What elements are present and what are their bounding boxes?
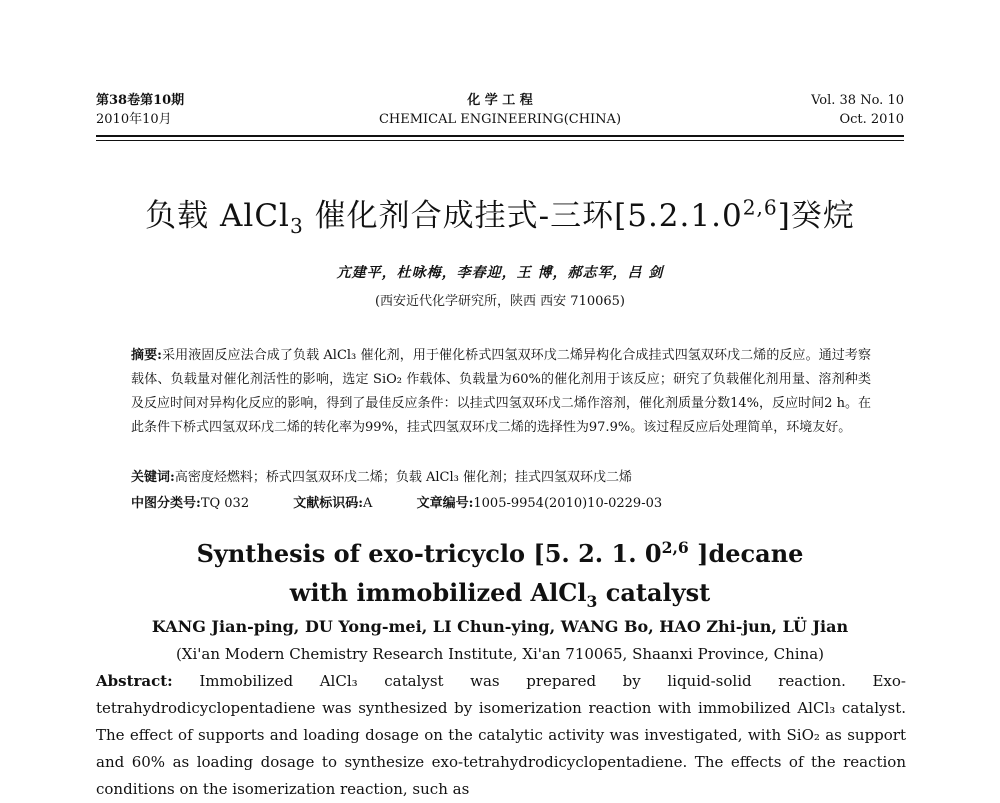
abstract-en-text: Immobilized AlCl₃ catalyst was prepared by liquid-solid reaction. Exo-tetrahydrodicyclopentadiene was synthesized by isomerization reaction with immobilized AlCl₃ catalyst. The effect of supports and loading dosage on the catalytic activity was investigated, with SiO₂ as support and 60% as loading dosage to synthesize exo-tetrahydrodicyclopentadiene. The effects of the reaction conditions on the isomerization reaction, such as (96, 672, 906, 798)
classification-line (131, 492, 702, 511)
clc-label: 中图分类号: (131, 496, 201, 511)
journal-cn: 化 学 工 程 (467, 93, 533, 108)
date-cn: 2010年10月 (96, 112, 172, 127)
article-no-label: 文章编号: (416, 496, 474, 511)
paper-title-en-line1: Synthesis of exo-tricyclo [5. 2. 1. 0$^{2,6}$ ]decane (196, 538, 804, 568)
journal-en: CHEMICAL ENGINEERING(CHINA) (378, 112, 622, 127)
header-right (811, 91, 904, 129)
abstract-cn (131, 344, 871, 440)
abstract-cn-text: 采用液固反应法合成了负载 AlCl₃ 催化剂，用于催化桥式四氢双环戊二烯异构化合成挂式四氢双环戊二烯的反应。通过考察载体、负载量对催化剂活性的影响，选定 SiO₂ 作载体、负载量为60%的催化剂用于该反应；研究了负载催化剂用量、溶剂种类及反应时间对异构化反应的影响，得到了最佳反应条件：以挂式四氢双环戊二烯作溶剂，催化剂质量分数14%，反应时间2 h。在此条件下桥式四氢双环戊二烯的转化率为99%，挂式四氢双环戊二烯的选择性为97.9%。该过程反应后处理简单，环境友好。 (131, 348, 871, 435)
abstract-en-label: Abstract: (96, 672, 173, 690)
header-center (96, 91, 904, 129)
volume-en: Vol. 38 No. 10 (811, 93, 904, 108)
keywords-text: 高密度烃燃料；桥式四氢双环戊二烯；负载 AlCl₃ 催化剂；挂式四氢双环戊二烯 (174, 470, 632, 485)
abstract-cn-label: 摘要: (131, 348, 162, 363)
journal-header (96, 91, 904, 133)
affiliation-en: (Xi'an Modern Chemistry Research Institute, Xi'an 710065, Shaanxi Province, China) (175, 645, 825, 663)
authors-cn: 亢建平，杜咏梅，李春迎，王 博，郝志军，吕 剑 (336, 265, 664, 281)
keywords-label: 关键词: (131, 470, 175, 485)
authors-en: KANG Jian-ping, DU Yong-mei, LI Chun-ying, WANG Bo, HAO Zhi-jun, LÜ Jian (151, 617, 849, 636)
abstract-en (96, 668, 906, 803)
clc-value: TQ 032 (200, 496, 250, 511)
affiliation-cn: (西安近代化学研究所，陕西 西安 710065) (374, 294, 626, 309)
doc-code-label: 文献标识码: (293, 496, 364, 511)
header-rule-thin (96, 140, 904, 141)
paper-title-en-line2: with immobilized AlCl$_3$ catalyst (289, 578, 711, 611)
header-rule-thick (96, 135, 904, 137)
date-en: Oct. 2010 (839, 112, 904, 127)
article-no-value: 1005-9954(2010)10-0229-03 (473, 496, 663, 511)
keywords-cn (131, 466, 632, 485)
paper-title-cn: 负载 AlCl$_3$ 催化剂合成挂式-三环[5.2.1.0$^{2,6}$]癸烷 (145, 195, 855, 239)
doc-code-value: A (363, 496, 373, 511)
volume-cn: 第38卷第10期 (96, 93, 185, 108)
